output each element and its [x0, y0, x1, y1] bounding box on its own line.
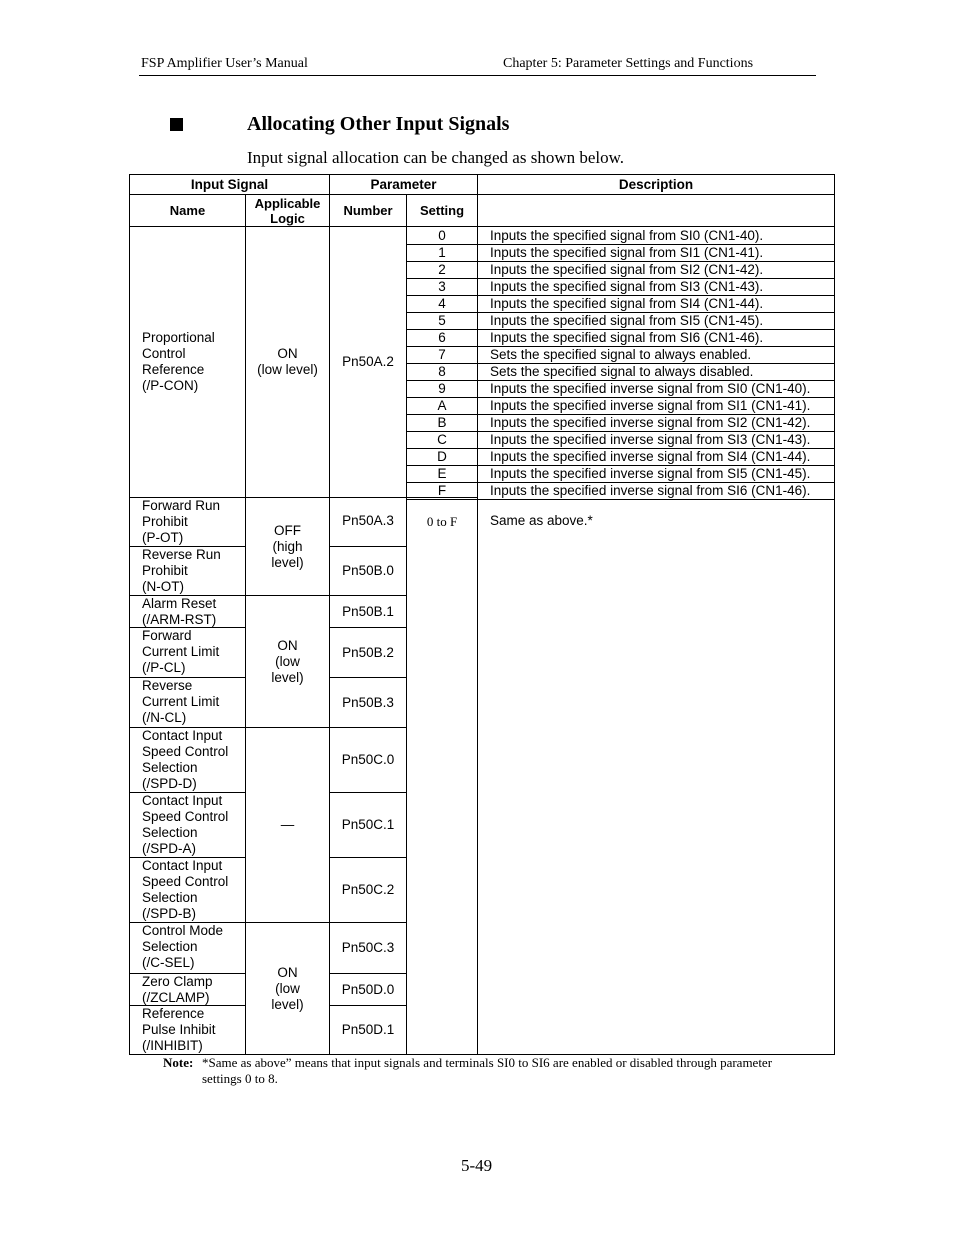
header-setting: Setting — [419, 202, 465, 218]
header-chapter-title: Chapter 5: Parameter Settings and Functions — [503, 56, 754, 71]
logic-not-applicable: — — [280, 817, 295, 832]
setting-description: Inputs the specified inverse signal from SI1 (CN1-41). — [490, 398, 811, 413]
setting-description: Inputs the specified signal from SI0 (CN1-40). — [490, 228, 764, 243]
header-description: Description — [618, 176, 694, 192]
setting-description: Inputs the specified inverse signal from SI5 (CN1-45). — [490, 466, 811, 481]
setting-value: 8 — [438, 364, 446, 379]
logic-on-low-level-2: ON (low level) — [271, 964, 304, 1012]
signal-name-c-sel: Control Mode Selection (/C-SEL) — [142, 923, 224, 970]
signal-name-spd-a: Contact Input Speed Control Selection (/SPD-A) — [142, 793, 229, 856]
setting-value: C — [437, 432, 447, 447]
setting-value: A — [437, 398, 447, 413]
signal-name-spd-b: Contact Input Speed Control Selection (/SPD-B) — [142, 858, 229, 921]
setting-value: 4 — [438, 296, 446, 311]
setting-description: Inputs the specified signal from SI1 (CN1-41). — [490, 245, 764, 260]
setting-description: Inputs the specified inverse signal from SI0 (CN1-40). — [490, 381, 811, 396]
setting-value: 9 — [438, 381, 446, 396]
param-number-pn50b2: Pn50B.2 — [342, 644, 394, 660]
header-name: Name — [169, 202, 206, 218]
signal-name-inhibit: Reference Pulse Inhibit (/INHIBIT) — [142, 1006, 216, 1053]
header-parameter: Parameter — [370, 176, 437, 192]
shared-description: Same as above.* — [490, 513, 593, 528]
header-number: Number — [343, 202, 393, 218]
param-number-pn50d0: Pn50D.0 — [341, 981, 395, 997]
shared-setting-range: 0 to F — [426, 514, 458, 529]
setting-description: Inputs the specified signal from SI3 (CN1-43). — [490, 279, 764, 294]
setting-description: Inputs the specified signal from SI6 (CN1-46). — [490, 330, 764, 345]
header-applicable-logic: Applicable Logic — [254, 195, 321, 226]
square-bullet-icon — [170, 118, 183, 131]
header-manual-title: FSP Amplifier User’s Manual — [141, 56, 308, 71]
setting-value: 6 — [438, 330, 446, 345]
setting-value: 2 — [438, 262, 446, 277]
setting-description: Inputs the specified signal from SI4 (CN1-44). — [490, 296, 764, 311]
intro-text: Input signal allocation can be changed as shown below. — [247, 148, 625, 167]
signal-name-p-cl: Forward Current Limit (/P-CL) — [142, 628, 220, 675]
param-number-pn50c3: Pn50C.3 — [341, 940, 395, 955]
signal-name-arm-rst: Alarm Reset (/ARM-RST) — [142, 596, 217, 627]
pcon-parameter-number: Pn50A.2 — [342, 354, 394, 369]
section-title: Allocating Other Input Signals — [247, 113, 510, 135]
setting-value: E — [437, 466, 447, 481]
param-number-pn50c0: Pn50C.0 — [341, 752, 395, 767]
setting-value: 0 — [438, 228, 446, 243]
setting-value: F — [437, 483, 447, 498]
signal-name-p-ot: Forward Run Prohibit (P-OT) — [142, 498, 221, 545]
setting-value: 7 — [438, 347, 446, 362]
signal-name-spd-d: Contact Input Speed Control Selection (/SPD-D) — [142, 728, 229, 791]
param-number-pn50a3: Pn50A.3 — [342, 513, 394, 528]
param-number-pn50b0: Pn50B.0 — [342, 563, 394, 578]
header-rule — [139, 75, 816, 76]
setting-description: Sets the specified signal to always disabled. — [490, 364, 754, 379]
setting-value: 1 — [438, 245, 446, 260]
logic-on-low-level: ON (low level) — [271, 637, 304, 685]
note-label: Note: — [163, 1055, 194, 1070]
setting-value: B — [437, 415, 447, 430]
param-number-pn50d1: Pn50D.1 — [341, 1022, 395, 1037]
setting-value: 5 — [438, 313, 446, 328]
signal-name-zclamp: Zero Clamp (/ZCLAMP) — [142, 974, 213, 1005]
param-number-pn50c2: Pn50C.2 — [341, 882, 395, 897]
pcon-logic: ON (low level) — [257, 346, 318, 377]
setting-description: Inputs the specified inverse signal from SI4 (CN1-44). — [490, 449, 811, 464]
header-input-signal: Input Signal — [190, 176, 269, 192]
pcon-signal-name: Proportional Control Reference (/P-CON) — [142, 330, 215, 393]
setting-value: D — [437, 449, 447, 464]
setting-description: Sets the specified signal to always enabled. — [490, 347, 752, 362]
note-text: *Same as above” means that input signals and terminals SI0 to SI6 are enabled or disabled through parameter settings 0 to 8. — [202, 1055, 773, 1086]
param-number-pn50b3: Pn50B.3 — [342, 694, 394, 710]
logic-off-high-level: OFF (high level) — [271, 522, 304, 570]
signal-name-n-cl: Reverse Current Limit (/N-CL) — [142, 678, 220, 725]
setting-description: Inputs the specified signal from SI2 (CN1-42). — [490, 262, 764, 277]
setting-description: Inputs the specified inverse signal from SI6 (CN1-46). — [490, 483, 811, 498]
signal-name-n-ot: Reverse Run Prohibit (N-OT) — [142, 547, 221, 594]
param-number-pn50c1: Pn50C.1 — [341, 817, 395, 832]
input-signal-table — [129, 174, 835, 1055]
page-number: 5-49 — [461, 1156, 493, 1175]
setting-description: Inputs the specified inverse signal from SI2 (CN1-42). — [490, 415, 811, 430]
setting-description: Inputs the specified inverse signal from SI3 (CN1-43). — [490, 432, 811, 447]
param-number-pn50b1: Pn50B.1 — [342, 603, 394, 619]
setting-description: Inputs the specified signal from SI5 (CN1-45). — [490, 313, 764, 328]
setting-value: 3 — [438, 279, 446, 294]
